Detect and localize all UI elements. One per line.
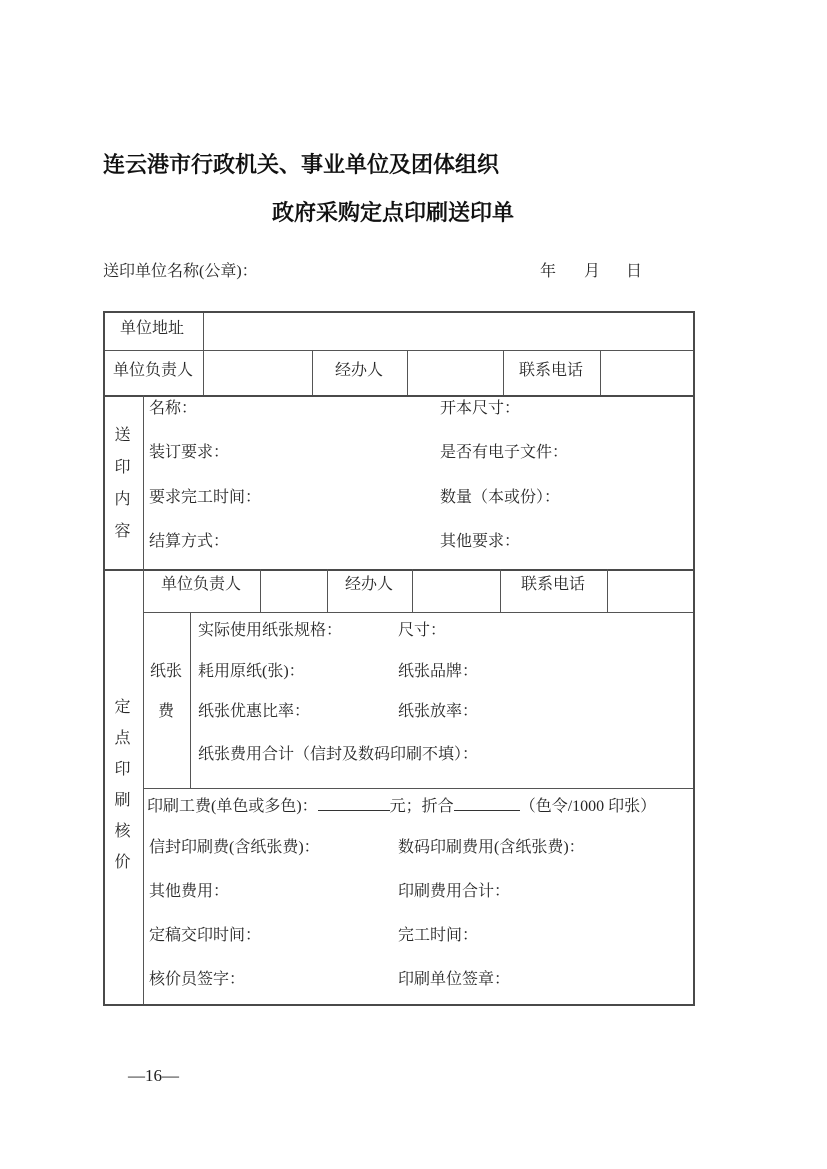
grid-line [143, 788, 693, 789]
field-label: 印刷单位签章： [398, 971, 511, 988]
field-label: 实际使用纸张规格： [198, 622, 343, 639]
handler-label: 经办人 [335, 362, 384, 379]
grid-line [105, 395, 693, 397]
grid-line [143, 612, 693, 613]
page-number: —16— [128, 1066, 179, 1085]
work-fee-rate-blank [454, 795, 520, 811]
date-year-label: 年 [540, 263, 557, 280]
field-label: 尺寸： [398, 622, 447, 639]
field-label: 核价员签字： [149, 971, 246, 988]
unit-name-label: 送印单位名称(公章)： [103, 263, 258, 280]
field-label: 纸张放率： [398, 703, 479, 720]
work-fee-prefix: 印刷工费(单色或多色)： [147, 798, 318, 815]
field-label: 印刷费用合计： [398, 883, 511, 900]
field-label: 纸张优惠比率： [198, 703, 311, 720]
date-day-label: 日 [626, 263, 643, 280]
field-label: 纸张费用合计（信封及数码印刷不填）： [198, 746, 479, 763]
field-label: 数量（本或份）： [440, 489, 561, 506]
field-label: 结算方式： [149, 533, 230, 550]
grid-line [607, 569, 608, 612]
field-label: 信封印刷费(含纸张费)： [149, 839, 320, 856]
work-fee-amount-blank [318, 795, 390, 811]
field-label: 定稿交印时间： [149, 927, 262, 944]
field-label: 要求完工时间： [149, 489, 262, 506]
field-label: 名称： [149, 400, 198, 417]
grid-line [500, 569, 501, 612]
manager-label: 单位负责人 [113, 362, 194, 379]
field-label: 是否有电子文件： [440, 444, 569, 461]
grid-line [327, 569, 328, 612]
field-label: 装订要求： [149, 444, 230, 461]
grid-line [260, 569, 261, 612]
grid-line [105, 569, 693, 571]
work-fee-mid: 元；折合 [389, 798, 454, 815]
field-label: 耗用原纸(张)： [198, 663, 305, 680]
grid-line [503, 350, 504, 395]
section-label-pricing: 定点印刷核价 [114, 699, 131, 871]
grid-line [312, 350, 313, 395]
grid-line [600, 350, 601, 395]
grid-line [203, 313, 204, 395]
grid-line [407, 350, 408, 395]
date-month-label: 月 [584, 263, 601, 280]
grid-line [412, 569, 413, 612]
grid-line [190, 612, 191, 788]
work-fee-line [147, 795, 656, 816]
section-label-send-content: 送印内容 [114, 427, 131, 540]
phone-label: 联系电话 [519, 362, 584, 379]
field-label: 纸张品牌： [398, 663, 479, 680]
field-label: 开本尺寸： [440, 400, 521, 417]
field-label: 其他要求： [440, 533, 521, 550]
grid-line [143, 395, 144, 1004]
unit-address-label: 单位地址 [120, 320, 185, 337]
paper-fee-label-top: 纸张 [150, 663, 183, 680]
pricing-handler-label: 经办人 [345, 576, 394, 593]
field-label: 数码印刷费用(含纸张费)： [398, 839, 585, 856]
doc-title-line1: 连云港市行政机关、事业单位及团体组织 [103, 152, 500, 177]
pricing-phone-label: 联系电话 [521, 576, 586, 593]
work-fee-suffix: （色令/1000 印张） [519, 798, 657, 815]
field-label: 完工时间： [398, 927, 479, 944]
pricing-manager-label: 单位负责人 [161, 576, 242, 593]
grid-line [105, 350, 693, 351]
paper-fee-label-bottom: 费 [158, 703, 175, 720]
doc-title-line2: 政府采购定点印刷送印单 [272, 200, 515, 225]
field-label: 其他费用： [149, 883, 230, 900]
